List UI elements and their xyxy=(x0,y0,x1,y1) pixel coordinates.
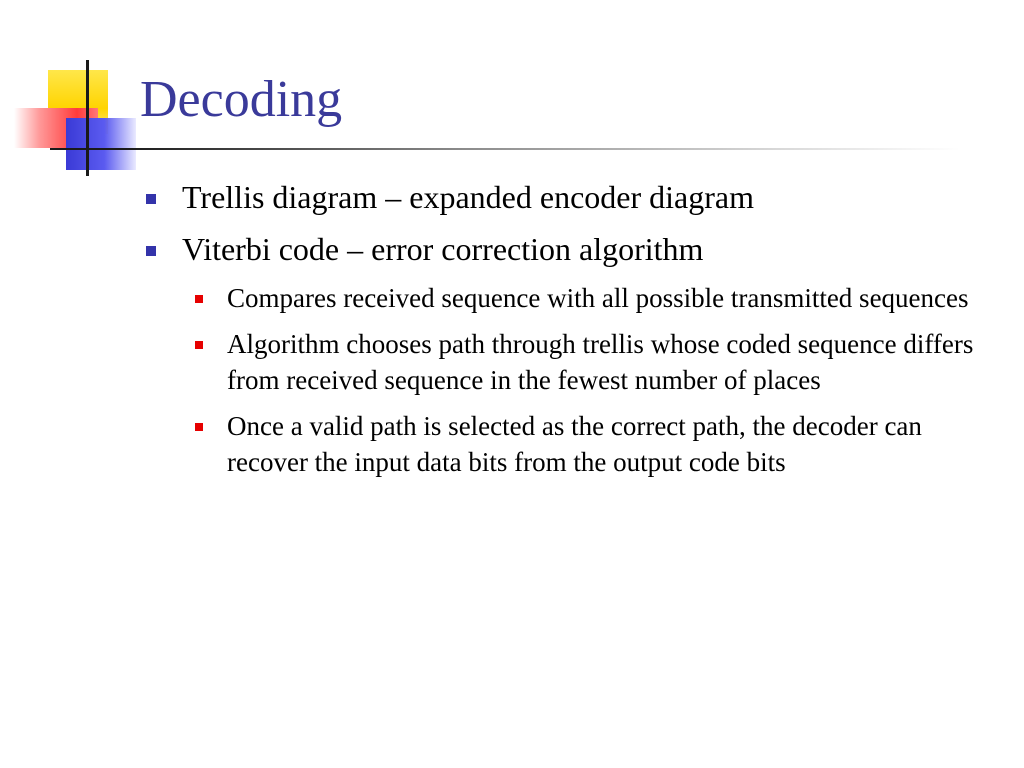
sub-bullet-text: Once a valid path is selected as the correct path, the decoder can recover the input data bits from the output code bits xyxy=(227,411,922,477)
bullet-text: Viterbi code – error correction algorithm xyxy=(182,231,704,267)
red-square-bullet-icon xyxy=(195,295,203,303)
decorative-squares-logo xyxy=(0,0,150,180)
slide-content xyxy=(0,178,1024,490)
sub-bullet-list xyxy=(0,280,1024,480)
logo-vertical-line xyxy=(86,60,89,176)
sub-bullet-text: Algorithm chooses path through trellis whose coded sequence differs from received sequence in the fewest number of places xyxy=(227,329,974,395)
slide-title: Decoding xyxy=(140,71,343,128)
logo-blue-square xyxy=(66,118,136,170)
sub-bullet-item xyxy=(0,280,1024,316)
sub-bullet-item xyxy=(0,326,1024,398)
bullet-text: Trellis diagram – expanded encoder diagram xyxy=(182,179,754,215)
blue-square-bullet-icon xyxy=(146,194,156,204)
sub-bullet-text: Compares received sequence with all possible transmitted sequences xyxy=(227,283,969,313)
title-underline xyxy=(50,148,960,150)
red-square-bullet-icon xyxy=(195,423,203,431)
red-square-bullet-icon xyxy=(195,341,203,349)
blue-square-bullet-icon xyxy=(146,246,156,256)
sub-bullet-item xyxy=(0,408,1024,480)
bullet-item xyxy=(0,230,1024,268)
bullet-item xyxy=(0,178,1024,216)
